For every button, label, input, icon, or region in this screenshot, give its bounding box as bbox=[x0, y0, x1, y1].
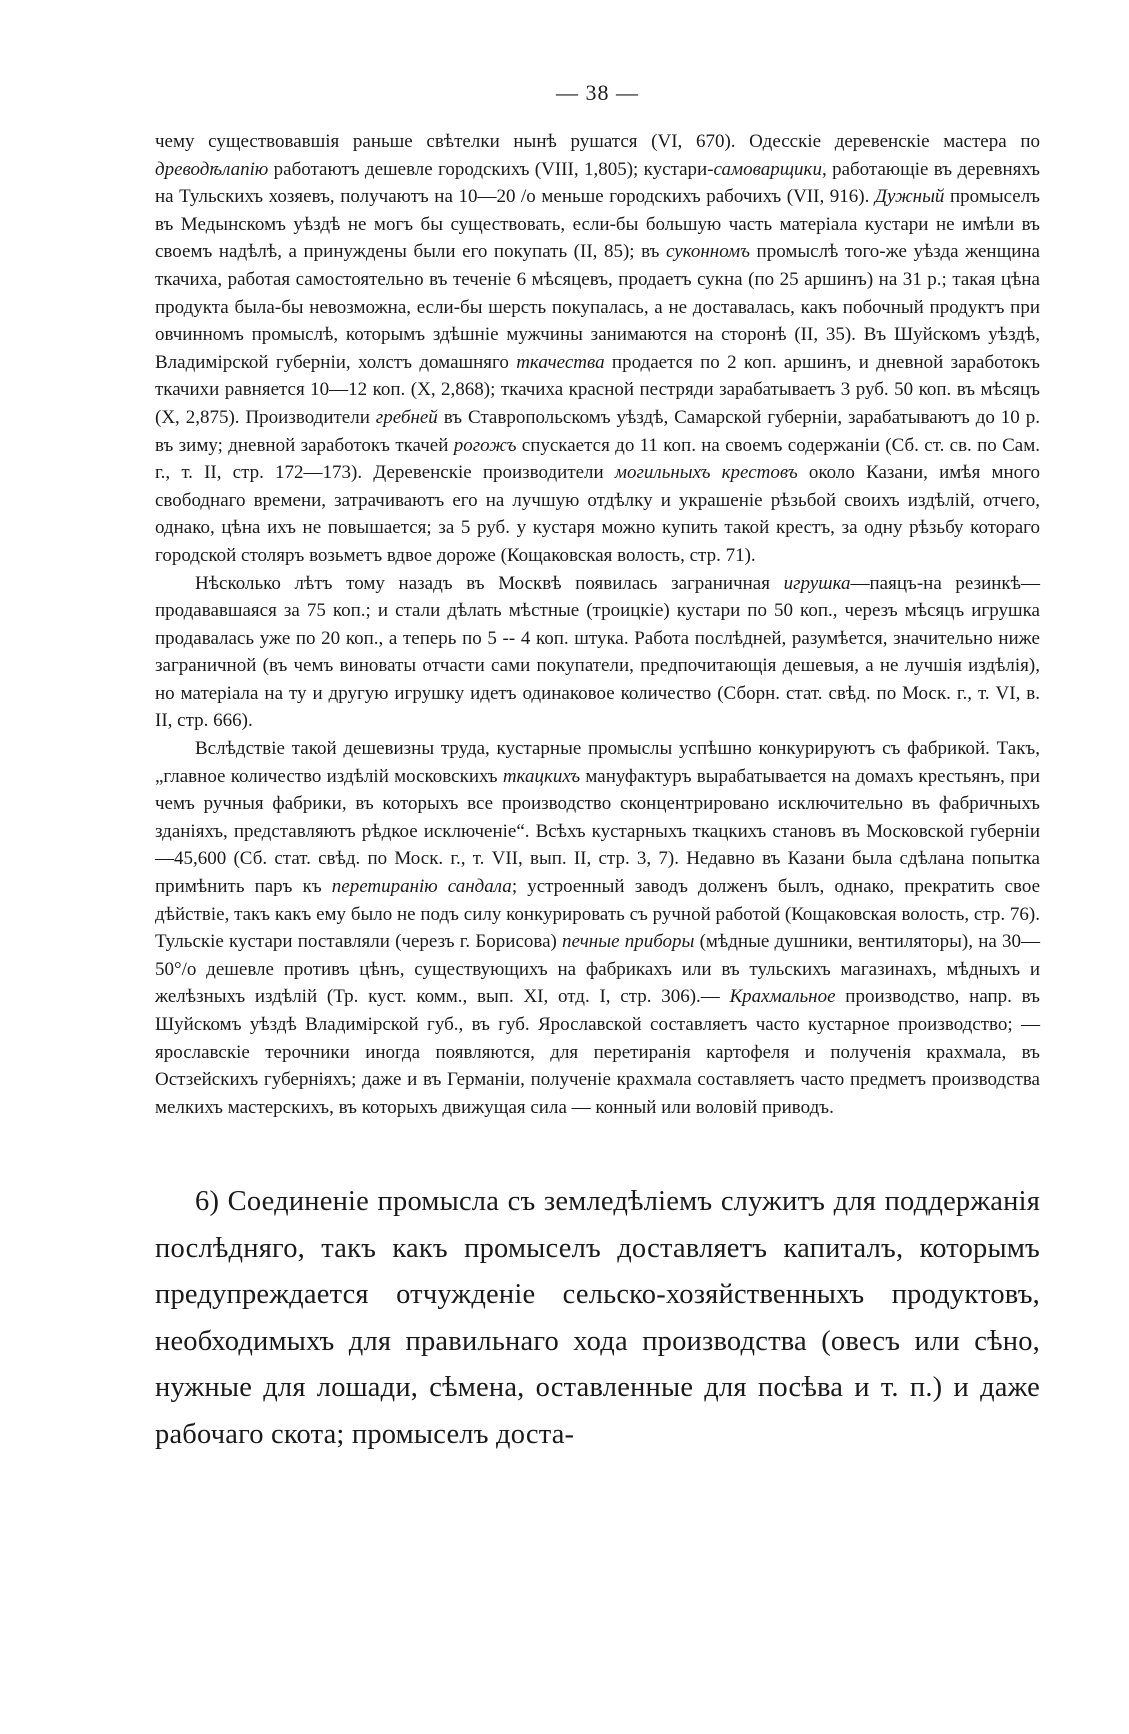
text-run: производство, напр. въ Шуйскомъ уѣздѣ Владимірской губ., въ губ. Ярославской составляетъ часто кустарное производство; — ярославскіе терочники иногда появляются, для перетиранія картофеля и полученія крахмала, въ Остзейскихъ губерніяхъ; даже и въ Германіи, полученіе крахмала составляетъ часто предметъ производства мелкихъ мастерскихъ, въ которыхъ движущая сила — конный или воловій приводъ. bbox=[155, 986, 1040, 1118]
italic-term: гребней bbox=[375, 406, 438, 428]
text-run: Вслѣдствіе такой дешевизны труда, кустарные промыслы успѣшно конкурируютъ съ фабрикой. Такъ, „главное количество издѣлій московскихъ bbox=[155, 738, 1040, 787]
text-run: промыселъ въ Медынскомъ уѣздѣ не могъ бы существовать, если-бы большую часть матеріала кустари не имѣли въ своемъ надѣлѣ, а принуждены были его покупать (II, 85); въ bbox=[155, 186, 1041, 263]
text-run: ; устроенный заводъ долженъ былъ, однако, прекратить свое дѣйствіе, такъ какъ ему было не подъ силу конкурировать съ ручной работой (Кощаковская волость, стр. 76). Тульскіе кустари поставляли (черезъ г. Борисова) bbox=[155, 876, 1041, 953]
italic-term: рогожъ bbox=[453, 434, 517, 456]
text-run: продается по 2 коп. аршинъ, и дневной заработокъ ткачихи равняется 10—12 коп. (X, 2,868); ткачиха красной пестряди зарабатываетъ 3 руб. 50 коп. въ мѣсяцъ (X, 2,875). Производители bbox=[155, 351, 1041, 428]
document-page bbox=[155, 80, 1040, 1487]
text-run: промыслѣ того-же уѣзда женщина ткачиха, работая самостоятельно въ теченіе 6 мѣсяцевъ, продаетъ сукна (по 25 аршинъ) на 31 р.; такая цѣна продукта была-бы невозможна, если-бы шерсть покупалась, а не доставалась, какъ побочный продуктъ при овчинномъ промыслѣ, которымъ здѣшніе мужчины занимаются на сторонѣ (II, 35). Въ Шуйскомъ уѣздѣ, Владимірской губерніи, холстъ домашняго bbox=[155, 241, 1040, 373]
section-heading-paragraph: 6) Соединеніе промысла съ земледѣліемъ служитъ для поддержанія послѣдняго, такъ какъ промыселъ доставляетъ капиталъ, которымъ предупреждается отчужденіе сельско-хозяйственныхъ продуктовъ, необходимыхъ для правильнаго хода производства (овесъ или сѣно, нужные для лошади, сѣмена, оставленные для посѣва и т. п.) и даже рабочаго скота; промыселъ доста- bbox=[155, 1186, 1040, 1450]
italic-term: Дужный bbox=[874, 186, 945, 208]
text-run: мануфактуръ вырабатывается на домахъ крестьянъ, при чемъ ручныя фабрики, въ которыхъ все производство сконцентрировано исключительно въ фабричныхъ зданіяхъ, представляютъ рѣдкое исключеніе“. Всѣхъ кустарныхъ ткацкихъ становъ въ Московской губерніи—45,600 (Сб. стат. свѣд. по Моск. г., т. VII, вып. II, стр. 3, 7). Недавно въ Казани была сдѣлана попытка примѣнить паръ къ bbox=[155, 765, 1040, 898]
text-run: —паяцъ-на резинкѣ—продававшаяся за 75 коп.; и стали дѣлать мѣстные (троицкіе) кустари по 50 коп., черезъ мѣсяцъ игрушка продавалась уже по 20 коп., а теперь по 5 -- 4 коп. штука. Работа послѣдней, разумѣется, значительно ниже заграничной (въ чемъ виноваты отчасти сами покупатели, предпочитающія дешевыя, а не лучшія издѣлія), но матеріала на ту и другую игрушку идетъ одинаковое количество (Сборн. стат. свѣд. по Моск. г., т. VI, в. II, стр. 666). bbox=[155, 572, 1040, 732]
italic-term: перетиранію сандала bbox=[331, 876, 512, 898]
italic-term: ткачества bbox=[516, 351, 605, 373]
text-run: (мѣдные душники, вентиляторы), на 30—50°/о дешевле противъ цѣнъ, существующихъ на фабрикахъ или въ тульскихъ магазинахъ, мѣдныхъ и желѣзныхъ издѣлій (Тр. куст. комм., вып. XI, отд. I, стр. 306).— bbox=[155, 931, 1040, 1008]
italic-term: древодѣлаnію bbox=[155, 158, 269, 180]
italic-term: могильныхъ крестовъ bbox=[614, 462, 798, 484]
body-text bbox=[155, 128, 1040, 1121]
body-paragraph bbox=[155, 570, 1040, 736]
text-run: около Казани, имѣя много свободнаго времени, затрачиваютъ его на лучшую отдѣлку и украшеніе рѣзьбой своихъ издѣлій, отчего, однако, цѣна ихъ не повышается; за 5 руб. у кустаря можно купить такой крестъ, за одну рѣзьбу котораго городской столяръ возьметъ вдвое дороже (Кощаковская волость, стр. 71). bbox=[155, 462, 1041, 566]
italic-term: самоварщики bbox=[713, 158, 822, 180]
text-run: , работающіе въ деревняхъ на Тульскихъ хозяевъ, получаютъ на 10—20 /о меньше городскихъ рабочихъ (VII, 916). bbox=[155, 158, 1040, 208]
page-number: — 38 — bbox=[556, 80, 639, 105]
italic-term: Крахмальное bbox=[729, 986, 836, 1008]
body-paragraph bbox=[155, 128, 1040, 570]
italic-term: печные приборы bbox=[562, 931, 695, 953]
text-run: работаютъ дешевле городскихъ (VIII, 1,805); кустари- bbox=[268, 158, 714, 180]
italic-term: ткацкихъ bbox=[502, 765, 581, 787]
text-run: въ Ставропольскомъ уѣздѣ, Самарской губерніи, зарабатываютъ до 10 р. въ зиму; дневной заработокъ ткачей bbox=[155, 406, 1040, 456]
italic-term: суконномъ bbox=[665, 241, 750, 263]
text-run: Нѣсколько лѣтъ тому назадъ въ Москвѣ появилась заграничная bbox=[195, 572, 784, 594]
italic-term: игрушка bbox=[783, 572, 851, 594]
body-paragraph bbox=[155, 735, 1040, 1121]
text-run: спускается до 11 коп. на своемъ содержаніи (Сб. ст. св. по Сам. г., т. II, стр. 172—173). Деревенскіе производители bbox=[155, 434, 1040, 484]
text-run: чему существовавшія раньше свѣтелки нынѣ рушатся (VI, 670). Одесскіе деревенскіе мастера по bbox=[155, 131, 1040, 152]
